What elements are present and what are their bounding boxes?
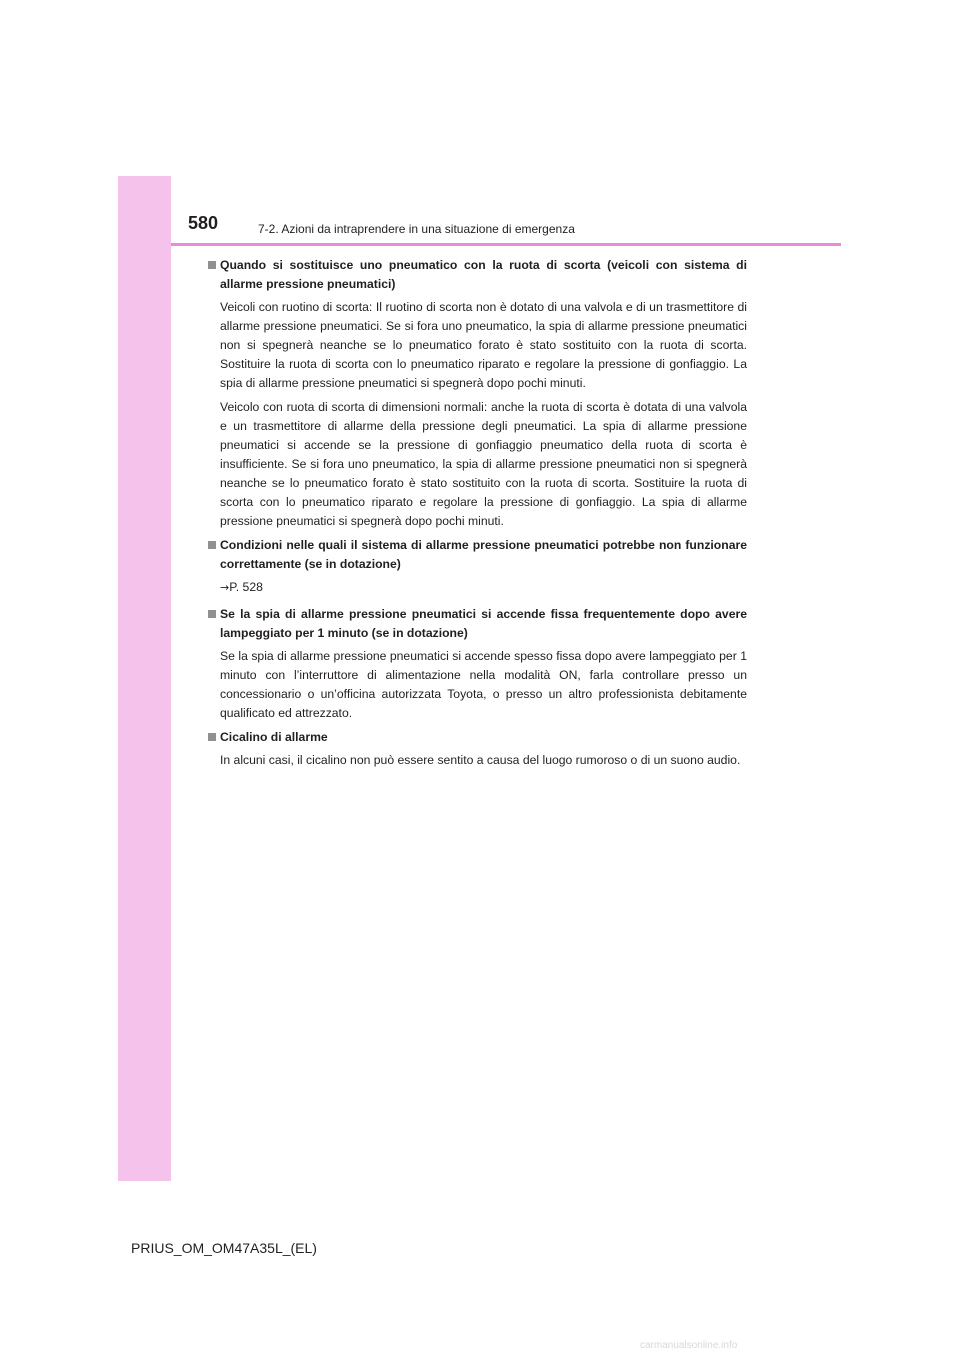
section-warning-light-frequent xyxy=(208,605,747,723)
side-band xyxy=(118,176,171,1181)
section-heading xyxy=(208,605,747,643)
page-number: 580 xyxy=(188,213,219,233)
page-content xyxy=(208,256,747,775)
square-bullet-icon xyxy=(208,610,216,618)
paragraph-buzzer: In alcuni casi, il cicalino non può essere sentito a causa del luogo rumoroso o di un suono audio. xyxy=(220,753,741,767)
square-bullet-icon xyxy=(208,733,216,741)
section-spare-tire-replacement xyxy=(208,256,747,531)
page-reference-text: P. 528 xyxy=(229,580,263,594)
section-title: 7-2. Azioni da intraprendere in una situazione di emergenza xyxy=(258,222,575,236)
section-malfunction-conditions xyxy=(208,536,747,597)
paragraph-warning-light: Se la spia di allarme pressione pneumatici si accende spesso fissa dopo avere lampeggiato per 1 minuto con l’interruttore di alimentazione nella modalità ON, farla controllare presso un concessionario o un’officina autorizzata Toyota, o presso un altro professionista debitamente qualificato ed attrezzato. xyxy=(220,649,747,720)
section-heading-text: Quando si sostituisce uno pneumatico con la ruota di scorta (veicoli con sistema di allarme pressione pneumatici) xyxy=(220,258,747,291)
page-header xyxy=(118,210,840,246)
page-reference[interactable] xyxy=(220,578,747,597)
section-warning-buzzer xyxy=(208,728,747,770)
section-heading xyxy=(208,536,747,574)
document-code: PRIUS_OM_OM47A35L_(EL) xyxy=(131,1240,317,1256)
section-heading-text: Condizioni nelle quali il sistema di allarme pressione pneumatici potrebbe non funzionare correttamente (se in dotazione) xyxy=(220,538,747,571)
square-bullet-icon xyxy=(208,261,216,269)
paragraph-compact-spare: Veicoli con ruotino di scorta: Il ruotino di scorta non è dotato di una valvola e di un trasmettitore di allarme pressione pneumatici. Se si fora uno pneumatico, la spia di allarme pressione pneumatici non si spegnerà neanche se lo pneumatico forato è stato sostituito con la ruota di scorta. Sostituire la ruota di scorta con lo pneumatico riparato e regolare la pressione di gonfiaggio. La spia di allarme pressione pneumatici si spegnerà dopo pochi minuti. xyxy=(220,300,747,390)
paragraph-full-size-spare: Veicolo con ruota di scorta di dimensioni normali: anche la ruota di scorta è dotata di una valvola e un trasmettitore di allarme della pressione degli pneumatici. La spia di allarme pressione pneumatici si accende se la pressione di gonfiaggio pneumatico della ruota di scorta è insufficiente. Se si fora uno pneumatico, la spia di allarme pressione pneumatici non si spegnerà neanche se lo pneumatico forato è stato sostituito con la ruota di scorta. Sostituire la ruota di scorta con lo pneumatico riparato e regolare la pressione di gonfiaggio. La spia di allarme pressione pneumatici si spegnerà dopo pochi minuti. xyxy=(220,400,747,528)
section-heading-text: Cicalino di allarme xyxy=(220,730,328,744)
square-bullet-icon xyxy=(208,541,216,549)
arrow-right-icon: → xyxy=(220,581,230,594)
header-rule xyxy=(171,243,841,246)
watermark: carmanualsonline.info xyxy=(640,1340,738,1351)
section-heading xyxy=(208,728,747,747)
section-heading xyxy=(208,256,747,294)
section-heading-text: Se la spia di allarme pressione pneumatici si accende fissa frequentemente dopo avere lampeggiato per 1 minuto (se in dotazione) xyxy=(220,607,747,640)
